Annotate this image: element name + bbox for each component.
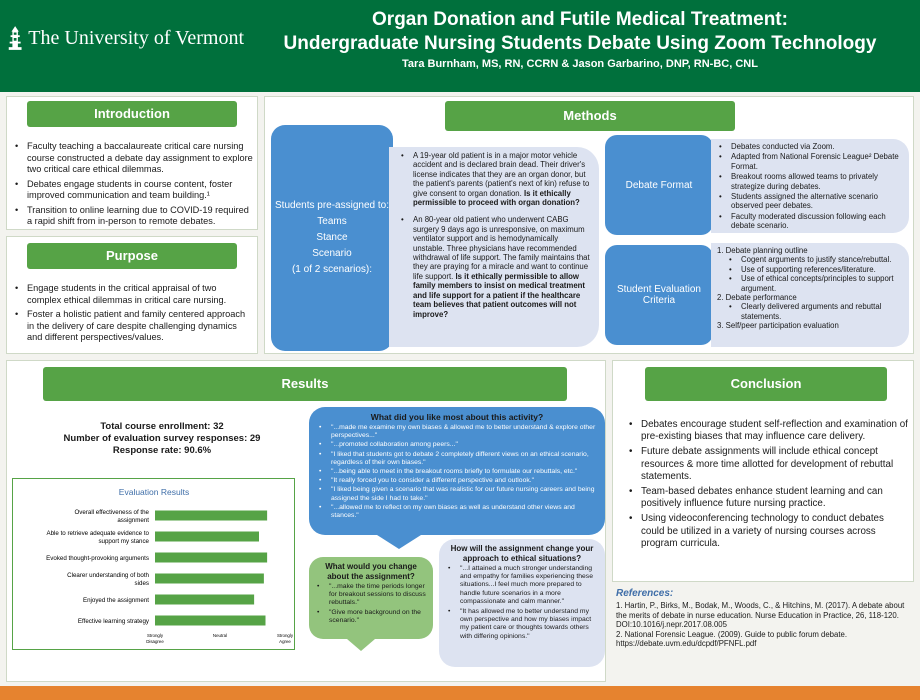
debate-format-label-box <box>605 135 713 235</box>
evaluation-chart <box>12 478 295 650</box>
tower-icon <box>6 12 24 64</box>
list-item: • "...allowed me to reflect on my own biases as well as understand other views and stances." <box>317 504 597 520</box>
list-item: • "It really forced you to consider a different perspective and outlook." <box>317 477 597 485</box>
chart-bar <box>155 532 259 542</box>
approach-list <box>446 565 598 641</box>
list-item: • Future debate assignments will include ethical concept resources & more time allotted for development of rebuttal statements. <box>627 446 909 483</box>
results-stats <box>27 421 297 457</box>
criteria-2-list <box>727 302 903 321</box>
header-banner <box>0 0 920 92</box>
category-label: Enjoyed the assignment <box>82 597 149 604</box>
poster-title <box>250 8 910 56</box>
chart-bar <box>155 595 254 605</box>
scenario-1 <box>399 151 591 207</box>
liked-most-title: What did you like most about this activity? <box>370 412 544 422</box>
chart-bar <box>155 574 264 584</box>
list-item: • Breakout rooms allowed teams to privately strategize during debates. <box>717 172 903 191</box>
preassigned-count: (1 of 2 scenarios): <box>291 264 373 275</box>
introduction-heading: Introduction <box>27 101 237 127</box>
tick-label: Disagree <box>146 639 164 644</box>
purpose-panel <box>6 236 258 354</box>
list-item: • Use of ethical concepts/principles to support argument. <box>727 274 903 293</box>
preassigned-teams: Teams <box>317 216 347 227</box>
list-item: • Students assigned the alternative scenario observed peer debates. <box>717 192 903 211</box>
tick-label: Neutral <box>212 633 228 638</box>
preassigned-box <box>271 125 393 351</box>
list-item: • "It has allowed me to better understand my own perspective and how my biases impact my patient care or thoughts towards others with differing opinions." <box>446 608 598 641</box>
introduction-panel <box>6 96 258 230</box>
references-section <box>616 588 912 649</box>
results-heading: Results <box>43 367 567 401</box>
reference-2: 2. National Forensic League. (2009). Guide to public forum debate. https://debate.uvm.edu/dcpdf/PFNFL.pdf <box>616 629 848 649</box>
criteria-1-text: Debate planning outline <box>725 246 808 255</box>
tick-label: Strongly <box>276 633 294 638</box>
scenario-2 <box>399 215 591 318</box>
scenario-2-text: An 80-year old patient who underwent CABG surgery 9 days ago is unresponsive, on maximum ventilator support and is hemodynamically unstable. Three physicians have recommended withdrawal of life support. The family maintains that they are praying for a miracle and want to continue life support. <box>413 215 590 281</box>
criteria-label: Student Evaluation Criteria <box>617 284 701 306</box>
list-item: • "...I attained a much stronger understanding and empathy for families experiencing these situations...I feel much more prepared to handle future scenarios in a more compassionate and calm manner." <box>446 565 598 606</box>
references-heading: References: <box>616 588 674 599</box>
title-line-2: Undergraduate Nursing Students Debate Using Zoom Technology <box>283 33 877 54</box>
list-item: • Debates engage students in course content, foster improved communication and team building.¹ <box>13 179 253 202</box>
criteria-box <box>711 243 909 347</box>
category-label: assignment <box>117 517 149 524</box>
purpose-heading: Purpose <box>27 243 237 269</box>
list-item: • Faculty teaching a baccalaureate critical care nursing course constructed a debate day assignment to explore two critical care ethical dilemmas. <box>13 141 253 176</box>
preassigned-stance: Stance <box>316 232 348 243</box>
category-label: support my stance <box>98 538 149 545</box>
purpose-list <box>13 283 253 347</box>
liked-bubble-pointer <box>377 535 421 549</box>
category-label: Overall effectiveness of the <box>74 509 149 516</box>
criteria-3: 3. Self/peer participation evaluation <box>717 321 839 331</box>
list-item: • Debates encourage student self-reflection and examination of pre-existing biases that may influence care delivery. <box>627 419 909 443</box>
preassigned-scenario: Scenario <box>312 248 352 259</box>
change-title: What would you change about the assignment? <box>325 562 417 581</box>
criteria-3-text: Self/peer participation evaluation <box>725 321 839 331</box>
criteria-label-box <box>605 245 713 345</box>
debate-format-label: Debate Format <box>625 179 693 191</box>
conclusion-heading: Conclusion <box>645 367 887 401</box>
list-item: • Engage students in the critical appraisal of two complex ethical dilemmas in critical care nursing. <box>13 283 253 306</box>
evaluation-chart-svg <box>13 479 296 651</box>
chart-bar <box>155 553 267 563</box>
responses-stat: Number of evaluation survey responses: 29 <box>63 433 261 444</box>
category-label: Able to retrieve adequate evidence to <box>46 530 149 537</box>
list-item: • "I liked that students got to debate 2 completely different views on an ethical scenario, regardless of their own biases." <box>317 451 597 467</box>
chart-title: Evaluation Results <box>118 487 190 497</box>
list-item: • Adapted from National Forensic League² Debate Format. <box>717 152 903 171</box>
scenario-list <box>399 151 591 319</box>
list-item: • "...make the time periods longer for breakout sessions to discuss rebuttals." <box>315 583 427 608</box>
list-item: • Clearly delivered arguments and rebuttal statements. <box>727 302 903 321</box>
list-item: • Use of supporting references/literature. <box>727 265 903 274</box>
category-label: sides <box>134 580 149 587</box>
introduction-list <box>13 141 253 231</box>
title-line-1: Organ Donation and Futile Medical Treatment: <box>372 9 788 30</box>
list-item: • Cogent arguments to justify stance/rebuttal. <box>727 255 903 264</box>
list-item: • Using videoconferencing technology to conduct debates could be utilized in a variety of nursing courses across program curricula. <box>627 513 909 550</box>
liked-most-list <box>317 424 597 520</box>
chart-bar <box>155 511 267 521</box>
enrollment-stat: Total course enrollment: 32 <box>100 421 224 432</box>
methods-panel <box>264 96 914 354</box>
list-item: • "Give more background on the scenario." <box>315 609 427 625</box>
criteria-2-text: Debate performance <box>725 293 797 303</box>
scenario-1-text: A 19-year old patient is in a major motor vehicle accident and is declared brain dead. Their driver's license indicates that they are an organ donor, but the patient's parents (patient's next of kin) refuse to give consent to organ donation. <box>413 151 590 198</box>
list-item: • Faculty moderated discussion following each debate scenario. <box>717 212 903 231</box>
approach-bubble <box>439 539 605 667</box>
list-item: • Team-based debates enhance student learning and can positively influence future nursing practice. <box>627 486 909 510</box>
scenario-2-question: Is it ethically permissible to allow family members to insist on medical treatment and life support for a patient if the healthcare team believes that patient outcomes will not improve? <box>413 271 586 319</box>
reference-1: 1. Hartin, P., Birks, M., Bodak, M., Woods, C., & Hitchins, M. (2017). A debate about the merits of debate in nurse education. Nurse Education in Practice, 26, 118-120. DOI:10.1016/j.nepr.2017.08.005 <box>616 601 905 630</box>
list-item: • "I liked being given a scenario that was realistic for our future nursing careers and being assigned the side I had to take." <box>317 486 597 502</box>
list-item: • Transition to online learning due to COVID-19 required a rapid shift from in-person to remote debates. <box>13 205 253 228</box>
liked-most-bubble <box>309 407 605 535</box>
list-item: • "...made me examine my own biases & allowed me to better understand & explore other perspectives..." <box>317 424 597 440</box>
category-label: Effective learning strategy <box>77 618 149 625</box>
category-label: Clearer understanding of both <box>67 572 149 579</box>
list-item: • "...promoted collaboration among peers..." <box>317 441 597 449</box>
list-item: • "...being able to meet in the breakout rooms briefly to formulate our rebuttals, etc." <box>317 468 597 476</box>
authors: Tara Burnham, MS, RN, CCRN & Jason Garbarino, DNP, RN-BC, CNL <box>402 58 758 70</box>
scenarios-box <box>389 147 599 347</box>
change-bubble-pointer <box>347 639 375 651</box>
response-rate-stat: Response rate: 90.6% <box>112 445 212 456</box>
university-name: The University of Vermont <box>28 26 244 49</box>
scenario-1-question: Is it ethically permissible to proceed with organ donation? <box>413 188 580 208</box>
chart-bars <box>46 509 294 644</box>
change-list <box>315 583 427 625</box>
criteria-1-list <box>727 255 903 293</box>
list-item: • Debates conducted via Zoom. <box>717 142 903 151</box>
criteria-2: 2. Debate performance <box>717 293 797 303</box>
debate-format-box <box>711 139 909 233</box>
category-label: Evoked thought-provoking arguments <box>46 555 149 562</box>
conclusion-list <box>627 419 909 553</box>
list-item: • Foster a holistic patient and family centered approach in the delivery of care despite challenging dynamics and different perspectives/values. <box>13 309 253 344</box>
preassigned-label: Students pre-assigned to: <box>275 200 389 211</box>
chart-bar <box>155 616 266 626</box>
footer-bar <box>0 686 920 700</box>
methods-heading: Methods <box>445 101 735 131</box>
tick-label: Agree <box>279 639 291 644</box>
tick-label: Strongly <box>146 633 164 638</box>
debate-format-list <box>717 142 903 231</box>
change-bubble <box>309 557 433 639</box>
uvm-logo <box>6 12 244 64</box>
approach-title: How will the assignment change your approach to ethical situations? <box>450 544 594 563</box>
criteria-1: 1. Debate planning outline <box>717 246 808 255</box>
conclusion-panel <box>612 360 914 582</box>
